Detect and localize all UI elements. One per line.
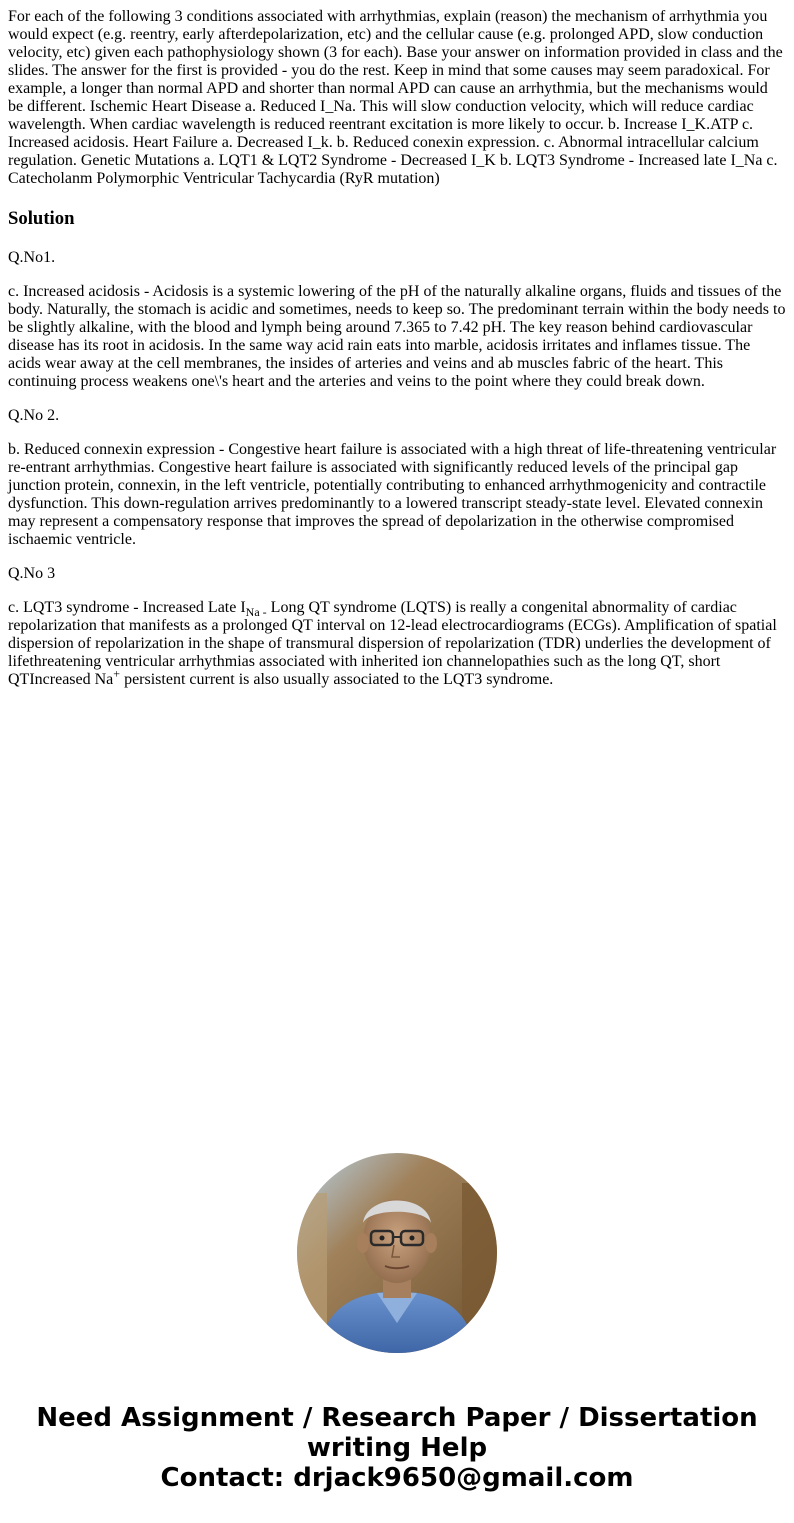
solution-heading: Solution [8, 208, 75, 229]
q3-answer [8, 599, 786, 689]
help-advertisement [0, 1403, 794, 1493]
q2-answer: b. Reduced connexin expression - Congestive heart failure is associated with a high threat of life-threatening ventricular re-entrant arrhythmias. Congestive heart failure is associated with significantly reduced levels of the principal gap junction protein, connexin, in the left ventricle, potentially contributing to enhanced arrhythmogenicity and contractile dysfunction. This down-regulation arrives predominantly to a lowered transcript steady-state level. Elevated connexin may represent a compensatory response that improves the spread of depolarization in the otherwise compromised ischaemic ventricle. [8, 441, 777, 548]
q1-answer: c. Increased acidosis - Acidosis is a systemic lowering of the pH of the naturally alkaline organs, fluids and tissues of the body. Naturally, the stomach is acidic and sometimes, needs to keep so. The predominant terrain within the body needs to be slightly alkaline, with the blood and lymph being around 7.365 to 7.42 pH. The key reason behind cardiovascular disease has its root in acidosis. In the same way acid rain eats into marble, acidosis irritates and inflames tissue. The acids wear away at the cell membranes, the insides of arteries and veins and ab muscles fabric of the heart. This continuing process weakens one\'s heart and the arteries and veins to the point where they could break down. [8, 283, 786, 390]
person-photo-icon [297, 1153, 497, 1353]
ad-line-2: writing Help [306, 1433, 488, 1463]
q3-answer-part1: c. LQT3 syndrome - Increased Late I [8, 599, 246, 616]
question-text: For each of the following 3 conditions associated with arrhythmias, explain (reason) the mechanism of arrhythmia you would expect (e.g. reentry, early afterdepolarization, etc) and the cellular cause (e.g. prolonged APD, slow conduction velocity, etc) given each pathophysiology shown (3 for each). Base your answer on information provided in class and the slides. The answer for the first is provided - you do the rest. Keep in mind that some causes may seem paradoxical. For example, a longer than normal APD and shorter than normal APD can cause an arrhythmia, but the mechanisms would be different. Ischemic Heart Disease a. Reduced I_Na. This will slow conduction velocity, which will reduce cardiac wavelength. When cardiac wavelength is reduced reentrant excitation is more likely to occur. b. Increase I_K.ATP c. Increased acidosis. Heart Failure a. Decreased I_k. b. Reduced conexin expression. c. Abnormal intracellular calcium regulation. Genetic Mutations a. LQT1 & LQT2 Syndrome - Decreased I_K b. LQT3 Syndrome - Increased late I_Na c. Catecholanm Polymorphic Ventricular Tachycardia (RyR mutation) [8, 8, 783, 187]
q3-subscript: Na - [245, 605, 267, 620]
q3-superscript: + [113, 666, 121, 681]
q1-label: Q.No1. [8, 249, 56, 266]
document-body [8, 8, 786, 705]
q2-label: Q.No 2. [8, 407, 60, 424]
q3-answer-part2: Long QT syndrome (LQTS) is really a congenital abnormality of cardiac repolarization that manifests as a prolonged QT interval on 12-lead electrocardiograms (ECGs). Amplification of spatial dispersion of repolarization in the shape of transmural dispersion of repolarization (TDR) underlies the development of lifethreatening ventricular arrhythmias associated with inherited ion channelopathies such as the long QT, short QTIncreased Na [8, 599, 777, 688]
author-avatar [297, 1153, 497, 1353]
q3-label: Q.No 3 [8, 565, 56, 582]
ad-line-1: Need Assignment / Research Paper / Dissertation [36, 1403, 758, 1433]
ad-contact-line: Contact: drjack9650@gmail.com [160, 1463, 634, 1493]
q3-answer-part3: persistent current is also usually associated to the LQT3 syndrome. [120, 671, 554, 688]
